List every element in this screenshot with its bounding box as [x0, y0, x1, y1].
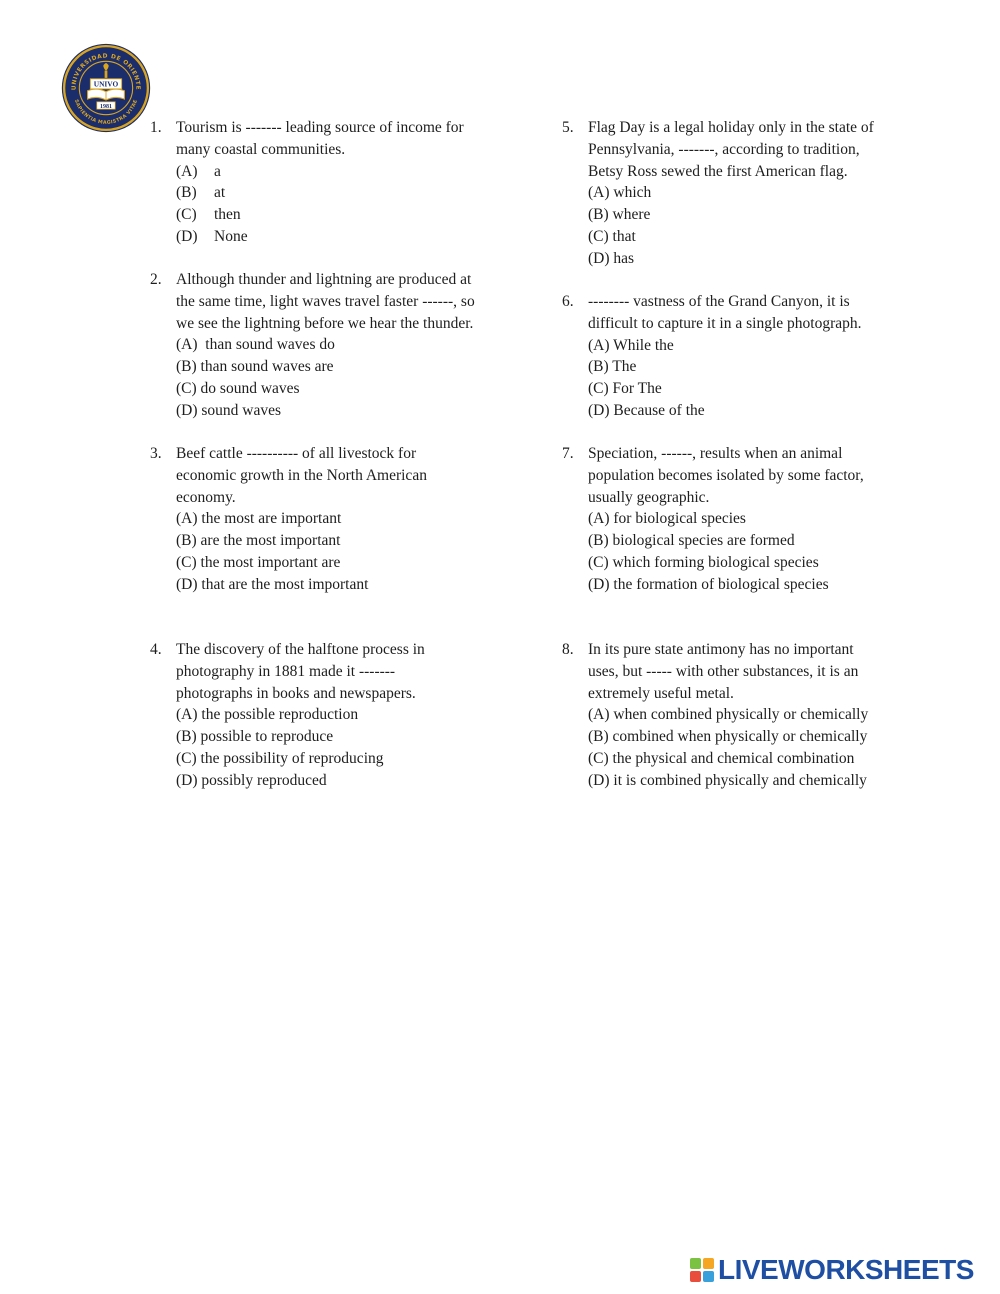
option-a[interactable]: (A) the possible reproduction — [176, 706, 359, 724]
question-line: economy. — [176, 488, 236, 506]
answer-options — [588, 335, 962, 422]
question-line: photography in 1881 made it ------- — [176, 662, 396, 680]
question-5 — [562, 117, 962, 270]
question-line: Beef cattle ---------- of all livestock for — [176, 445, 417, 462]
option-text: then — [214, 206, 241, 224]
question-8 — [562, 639, 972, 792]
option-b[interactable]: (B) possible to reproduce — [176, 728, 334, 746]
answer-options — [588, 704, 972, 791]
question-2 — [150, 269, 530, 422]
question-number: 4. — [150, 641, 162, 658]
option-b[interactable]: (B) combined when physically or chemically — [588, 728, 868, 746]
option-c[interactable]: (C) do sound waves — [176, 379, 300, 397]
option-d[interactable]: (D) possibly reproduced — [176, 771, 327, 789]
question-text — [588, 639, 972, 704]
seal-bottom-text: SAPIENTIA MAGISTRA VITAE — [72, 99, 140, 126]
option-b[interactable]: (B) are the most important — [176, 532, 341, 550]
question-line: extremely useful metal. — [588, 684, 734, 702]
question-line: many coastal communities. — [176, 140, 346, 158]
question-number: 5. — [562, 119, 574, 136]
answer-options — [176, 161, 530, 248]
seal-abbr: UNIVO — [93, 79, 119, 89]
option-d[interactable]: (D) the formation of biological species — [588, 575, 829, 593]
question-line: The discovery of the halftone process in — [176, 641, 425, 658]
question-number: 3. — [150, 445, 162, 462]
question-number: 6. — [562, 293, 574, 310]
question-7 — [562, 443, 962, 596]
option-label: (A) — [176, 162, 198, 180]
option-d[interactable]: (D) it is combined physically and chemically — [588, 771, 867, 789]
option-c[interactable]: (C) which forming biological species — [588, 553, 819, 571]
answer-options — [176, 704, 530, 791]
option-text: None — [214, 227, 248, 245]
question-line: the same time, light waves travel faster ------, so — [176, 292, 475, 310]
option-label: (C) — [176, 206, 197, 224]
question-line: Speciation, ------, results when an animal — [588, 445, 843, 462]
question-text — [588, 117, 962, 182]
question-line: we see the lightning before we hear the thunder. — [176, 314, 474, 332]
answer-options — [588, 182, 962, 269]
option-c[interactable]: (C) the physical and chemical combination — [588, 749, 855, 767]
question-line: Flag Day is a legal holiday only in the state of — [588, 119, 874, 136]
option-b[interactable]: (B) than sound waves are — [176, 358, 334, 376]
question-text — [588, 291, 962, 335]
question-4 — [150, 639, 530, 792]
answer-options — [588, 508, 962, 595]
question-text — [176, 443, 530, 508]
question-text — [176, 639, 530, 704]
option-d[interactable]: (D) sound waves — [176, 401, 282, 419]
option-d[interactable] — [176, 226, 530, 248]
question-line: -------- vastness of the Grand Canyon, it is — [588, 293, 850, 310]
question-number: 2. — [150, 271, 162, 288]
question-line: In its pure state antimony has no important — [588, 641, 854, 658]
question-line: Pennsylvania, -------, according to tradition, — [588, 140, 860, 158]
brand-text: LIVEWORKSHEETS — [718, 1254, 974, 1285]
option-label: (B) — [176, 184, 197, 202]
option-b[interactable]: (B) The — [588, 358, 637, 376]
option-c[interactable] — [176, 204, 530, 226]
option-b[interactable]: (B) where — [588, 206, 651, 224]
answer-options — [176, 508, 530, 595]
option-a[interactable]: (A) for biological species — [588, 510, 746, 528]
option-b[interactable] — [176, 182, 530, 204]
question-number: 1. — [150, 119, 162, 136]
option-text: a — [214, 162, 221, 180]
question-number: 8. — [562, 641, 574, 658]
option-d[interactable]: (D) has — [588, 249, 635, 267]
answer-options — [176, 334, 530, 421]
question-line: Although thunder and lightning are produced at — [176, 271, 472, 288]
seal-top-text: UNIVERSIDAD DE ORIENTE — [71, 53, 141, 91]
option-d[interactable]: (D) that are the most important — [176, 575, 369, 593]
liveworksheets-brand[interactable] — [690, 1254, 974, 1286]
question-3 — [150, 443, 530, 596]
question-line: Betsy Ross sewed the first American flag. — [588, 162, 848, 180]
option-a[interactable]: (A) when combined physically or chemically — [588, 706, 869, 724]
option-a[interactable] — [176, 161, 530, 183]
option-c[interactable]: (C) that — [588, 227, 636, 245]
question-line: photographs in books and newspapers. — [176, 684, 416, 702]
question-text — [176, 269, 530, 334]
question-text — [176, 117, 530, 161]
question-text — [588, 443, 962, 508]
option-c[interactable]: (C) the most important are — [176, 553, 341, 571]
option-a[interactable]: (A) While the — [588, 336, 674, 354]
question-line: Tourism is ------- leading source of income for — [176, 119, 464, 136]
option-d[interactable]: (D) Because of the — [588, 401, 705, 419]
option-b[interactable]: (B) biological species are formed — [588, 532, 795, 550]
option-label: (D) — [176, 227, 198, 245]
seal-year: 1981 — [100, 103, 112, 110]
university-seal — [60, 42, 152, 134]
question-line: economic growth in the North American — [176, 466, 427, 484]
question-1 — [150, 117, 530, 248]
question-line: usually geographic. — [588, 488, 710, 506]
option-a[interactable]: (A) which — [588, 184, 652, 202]
option-text: at — [214, 184, 226, 202]
question-line: difficult to capture it in a single photograph. — [588, 314, 862, 332]
question-number: 7. — [562, 445, 574, 462]
option-a[interactable]: (A) the most are important — [176, 510, 342, 528]
question-line: uses, but ----- with other substances, it is an — [588, 662, 859, 680]
question-6 — [562, 291, 962, 422]
option-c[interactable]: (C) For The — [588, 380, 662, 398]
option-a[interactable]: (A) than sound waves do — [176, 336, 335, 354]
question-line: population becomes isolated by some factor, — [588, 466, 864, 484]
option-c[interactable]: (C) the possibility of reproducing — [176, 749, 384, 767]
liveworksheets-logo-icon — [690, 1258, 714, 1282]
